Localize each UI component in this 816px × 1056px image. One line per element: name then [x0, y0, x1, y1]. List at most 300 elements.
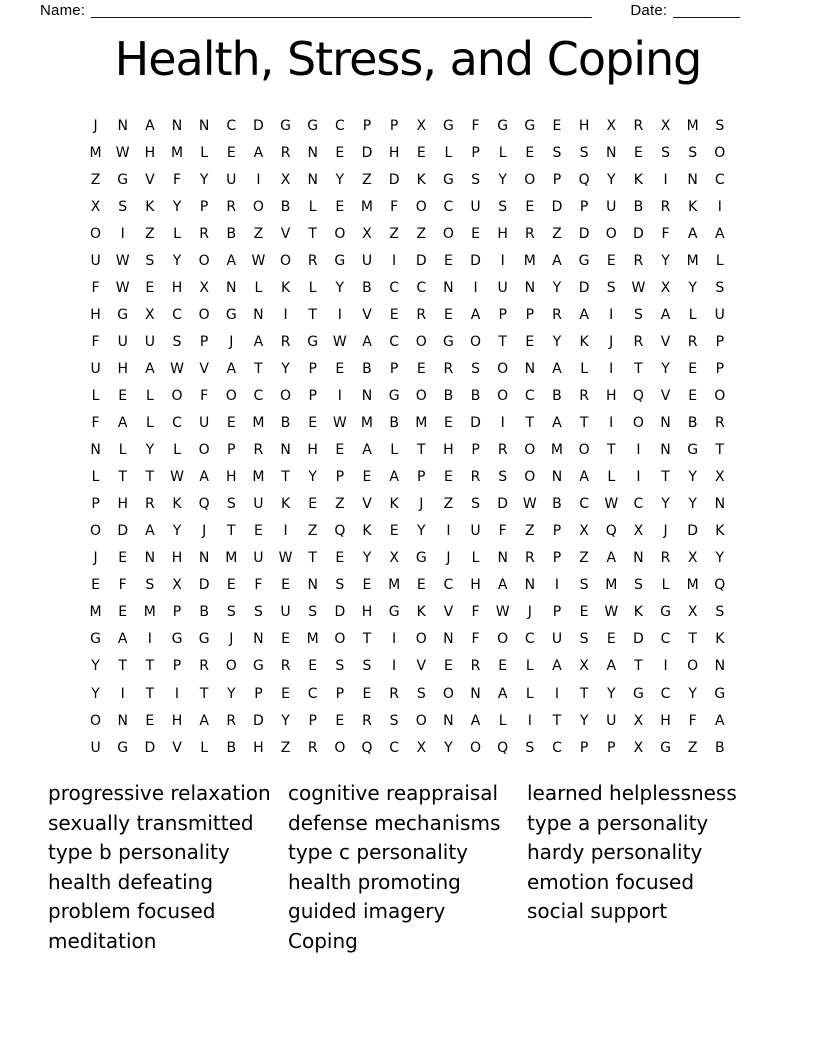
grid-cell: K	[389, 496, 399, 513]
grid-cell: P	[335, 469, 345, 486]
grid-cell: S	[661, 144, 670, 161]
grid-cell: R	[280, 333, 291, 350]
grid-cell: Y	[308, 469, 317, 486]
grid-cell: S	[308, 604, 318, 621]
grid-cell: C	[226, 117, 237, 134]
grid-cell: G	[117, 739, 129, 756]
grid-cell: S	[362, 658, 372, 675]
grid-cell: Z	[443, 496, 454, 513]
grid-cell: T	[199, 685, 209, 702]
grid-cell: S	[389, 712, 399, 729]
word-list-item: hardy personality	[527, 840, 703, 865]
grid-cell: P	[607, 739, 616, 756]
grid-cell: O	[334, 739, 346, 756]
grid-cell: P	[417, 469, 426, 486]
grid-cell: E	[606, 252, 616, 269]
grid-cell: C	[389, 333, 399, 350]
grid-cell: E	[226, 415, 236, 432]
grid-cell: T	[308, 225, 317, 242]
grid-cell: V	[280, 225, 291, 242]
grid-cell: I	[554, 685, 560, 702]
grid-cell: E	[633, 144, 643, 161]
grid-cell: V	[362, 306, 372, 323]
grid-cell: E	[118, 604, 128, 621]
grid-cell: N	[687, 171, 698, 188]
grid-cell: K	[715, 631, 725, 648]
grid-cell: U	[90, 739, 101, 756]
grid-cell: A	[117, 631, 128, 648]
grid-cell: N	[307, 171, 318, 188]
grid-cell: O	[198, 252, 210, 269]
grid-cell: W	[604, 604, 619, 621]
grid-cell: Y	[416, 523, 426, 540]
grid-cell: U	[253, 496, 264, 513]
grid-cell: E	[335, 360, 345, 377]
grid-cell: O	[415, 631, 427, 648]
grid-cell: I	[636, 469, 641, 486]
grid-cell: X	[579, 658, 589, 675]
grid-cell: O	[524, 469, 536, 486]
grid-cell: A	[226, 360, 237, 377]
grid-cell: Y	[91, 685, 100, 702]
grid-cell: I	[337, 387, 342, 404]
grid-cell: T	[118, 469, 127, 486]
grid-cell: O	[225, 658, 237, 675]
grid-cell: G	[687, 442, 699, 459]
grid-cell: J	[229, 631, 234, 648]
grid-cell: F	[172, 171, 182, 188]
grid-cell: U	[117, 333, 128, 350]
grid-cell: O	[442, 225, 454, 242]
grid-cell: E	[389, 306, 399, 323]
grid-cell: D	[253, 712, 264, 729]
grid-cell: E	[416, 577, 426, 594]
grid-cell: B	[362, 360, 372, 377]
grid-cell: Y	[281, 712, 290, 729]
grid-cell: S	[498, 198, 508, 215]
grid-cell: U	[280, 604, 291, 621]
grid-cell: L	[145, 415, 154, 432]
grid-cell: V	[199, 360, 209, 377]
grid-cell: N	[497, 550, 508, 567]
grid-cell: O	[497, 631, 509, 648]
grid-cell: S	[579, 144, 589, 161]
grid-cell: A	[660, 306, 671, 323]
grid-cell: X	[416, 117, 427, 134]
grid-cell: M	[686, 117, 699, 134]
grid-cell: O	[90, 523, 102, 540]
grid-cell: E	[308, 415, 318, 432]
grid-cell: S	[118, 198, 128, 215]
grid-cell: E	[606, 631, 616, 648]
grid-cell: C	[389, 279, 399, 296]
grid-cell: P	[552, 550, 562, 567]
grid-cell: U	[144, 333, 155, 350]
grid-cell: P	[552, 523, 562, 540]
grid-cell: Y	[606, 171, 616, 188]
grid-cell: L	[145, 387, 154, 404]
grid-cell: N	[551, 469, 563, 486]
grid-cell: L	[173, 442, 181, 459]
grid-cell: M	[306, 631, 319, 648]
grid-cell: A	[253, 333, 264, 350]
grid-cell: N	[524, 279, 536, 296]
grid-cell: R	[660, 550, 671, 567]
grid-cell: R	[226, 712, 237, 729]
grid-cell: E	[335, 198, 345, 215]
grid-cell: F	[471, 631, 480, 648]
grid-cell: Q	[605, 523, 617, 540]
grid-cell: W	[170, 469, 184, 486]
grid-cell: T	[416, 442, 426, 459]
grid-cell: V	[416, 658, 427, 675]
grid-cell: L	[444, 144, 453, 161]
grid-cell: G	[714, 685, 726, 702]
grid-cell: U	[253, 550, 264, 567]
grid-cell: O	[524, 171, 536, 188]
grid-cell: T	[498, 333, 507, 350]
grid-cell: R	[199, 658, 209, 675]
grid-cell: K	[416, 171, 426, 188]
grid-cell: I	[337, 306, 342, 323]
grid-cell: X	[633, 739, 644, 756]
grid-cell: B	[715, 739, 725, 756]
grid-cell: E	[281, 685, 290, 702]
grid-cell: Z	[145, 225, 155, 242]
grid-cell: U	[606, 198, 617, 215]
grid-cell: M	[170, 144, 184, 161]
grid-cell: O	[90, 712, 102, 729]
grid-cell: D	[253, 117, 264, 134]
grid-cell: E	[118, 387, 128, 404]
grid-cell: N	[524, 577, 536, 594]
grid-cell: E	[688, 360, 698, 377]
word-list-item: problem focused	[48, 899, 216, 924]
grid-cell: W	[170, 360, 184, 377]
grid-cell: Z	[335, 496, 345, 513]
grid-cell: P	[471, 442, 480, 459]
grid-cell: A	[253, 144, 264, 161]
grid-cell: A	[199, 469, 209, 486]
grid-cell: Q	[361, 739, 373, 756]
grid-cell: R	[524, 550, 535, 567]
grid-cell: U	[226, 171, 237, 188]
grid-cell: N	[307, 144, 318, 161]
grid-cell: M	[523, 252, 536, 269]
grid-cell: J	[609, 333, 614, 350]
grid-cell: S	[471, 360, 480, 377]
grid-cell: I	[500, 252, 505, 269]
grid-cell: O	[524, 442, 536, 459]
grid-cell: R	[226, 198, 237, 215]
grid-cell: T	[308, 550, 317, 567]
grid-cell: R	[416, 306, 427, 323]
grid-cell: B	[362, 279, 372, 296]
grid-cell: J	[419, 496, 424, 513]
grid-cell: Y	[715, 550, 725, 567]
grid-cell: N	[606, 144, 617, 161]
grid-cell: A	[362, 333, 372, 350]
grid-cell: E	[525, 333, 535, 350]
word-list-item: type c personality	[288, 840, 468, 865]
grid-cell: K	[362, 523, 372, 540]
grid-cell: Z	[525, 523, 535, 540]
grid-cell: N	[660, 415, 671, 432]
grid-cell: R	[144, 496, 155, 513]
grid-cell: S	[606, 279, 616, 296]
date-group	[630, 0, 740, 21]
grid-cell: X	[633, 712, 644, 729]
grid-cell: Y	[172, 252, 182, 269]
word-list-item: health defeating	[48, 869, 214, 894]
grid-cell: W	[332, 333, 347, 350]
grid-cell: D	[632, 225, 644, 242]
grid-cell: N	[714, 658, 726, 675]
grid-cell: P	[552, 604, 562, 621]
grid-cell: L	[661, 577, 670, 594]
grid-cell: I	[609, 360, 614, 377]
grid-cell: B	[552, 496, 562, 513]
grid-cell: Z	[307, 523, 318, 540]
grid-cell: L	[91, 469, 100, 486]
grid-cell: X	[579, 523, 589, 540]
grid-cell: R	[497, 442, 508, 459]
grid-cell: S	[688, 144, 698, 161]
grid-cell: N	[90, 442, 101, 459]
grid-cell: W	[332, 415, 347, 432]
grid-cell: L	[200, 144, 209, 161]
grid-cell: O	[198, 306, 210, 323]
grid-cell: M	[686, 577, 699, 594]
grid-cell: K	[172, 496, 182, 513]
grid-cell: C	[524, 387, 535, 404]
grid-cell: Y	[91, 658, 100, 675]
grid-cell: S	[715, 117, 725, 134]
grid-cell: M	[360, 198, 374, 215]
grid-cell: P	[498, 306, 507, 323]
grid-cell: E	[552, 117, 562, 134]
grid-cell: J	[202, 523, 207, 540]
grid-cell: H	[578, 117, 590, 134]
grid-cell: X	[362, 225, 372, 242]
grid-cell: F	[91, 279, 100, 296]
grid-cell: P	[389, 360, 399, 377]
grid-cell: I	[147, 631, 152, 648]
grid-cell: V	[172, 739, 182, 756]
grid-cell: G	[307, 333, 319, 350]
grid-cell: A	[145, 523, 155, 540]
grid-cell: O	[605, 225, 617, 242]
grid-cell: H	[253, 739, 264, 756]
word-list-item: type a personality	[527, 810, 709, 835]
word-list-column	[48, 779, 288, 957]
grid-cell: W	[604, 496, 619, 513]
grid-cell: I	[283, 523, 288, 540]
grid-cell: D	[632, 631, 644, 648]
grid-cell: I	[554, 577, 560, 594]
grid-cell: G	[660, 604, 671, 621]
grid-cell: D	[551, 198, 563, 215]
grid-cell: C	[172, 306, 182, 323]
grid-cell: S	[633, 306, 643, 323]
grid-cell: R	[660, 198, 671, 215]
grid-cell: G	[442, 333, 454, 350]
grid-cell: M	[686, 252, 699, 269]
grid-cell: B	[687, 415, 698, 432]
grid-cell: O	[280, 387, 292, 404]
grid-cell: H	[90, 306, 101, 323]
grid-cell: P	[715, 360, 725, 377]
grid-cell: A	[552, 252, 562, 269]
grid-cell: C	[714, 171, 725, 188]
grid-cell: Z	[389, 225, 399, 242]
grid-cell: K	[416, 604, 426, 621]
grid-cell: H	[226, 469, 237, 486]
grid-cell: A	[606, 658, 617, 675]
grid-cell: A	[552, 658, 562, 675]
grid-cell: E	[471, 225, 480, 242]
grid-cell: D	[578, 279, 590, 296]
grid-cell: S	[226, 496, 236, 513]
grid-cell: E	[525, 144, 535, 161]
word-list-item: sexually transmitted	[48, 810, 254, 835]
grid-cell: F	[471, 117, 480, 134]
grid-cell: G	[198, 631, 210, 648]
grid-cell: G	[442, 117, 454, 134]
grid-cell: L	[91, 387, 100, 404]
grid-cell: J	[663, 523, 668, 540]
grid-cell: N	[117, 117, 128, 134]
grid-cell: S	[335, 658, 345, 675]
word-list-item: type b personality	[48, 840, 230, 865]
word-list-item: guided imagery	[288, 899, 446, 924]
grid-cell: T	[634, 360, 643, 377]
grid-cell: L	[308, 279, 317, 296]
grid-cell: A	[497, 577, 508, 594]
grid-cell: P	[308, 387, 317, 404]
grid-cell: R	[362, 712, 372, 729]
grid-cell: Z	[552, 225, 562, 242]
grid-cell: E	[688, 387, 698, 404]
grid-cell: I	[636, 442, 641, 459]
grid-cell: R	[307, 739, 318, 756]
grid-cell: Y	[226, 685, 236, 702]
grid-cell: L	[200, 739, 209, 756]
name-label: Name:	[40, 2, 86, 19]
grid-cell: S	[145, 252, 155, 269]
grid-cell: T	[715, 442, 725, 459]
grid-cell: T	[145, 469, 155, 486]
grid-cell: Y	[688, 279, 697, 296]
grid-cell: O	[334, 225, 346, 242]
grid-cell: I	[446, 523, 451, 540]
grid-cell: A	[606, 550, 617, 567]
grid-cell: R	[470, 658, 481, 675]
grid-cell: N	[443, 712, 454, 729]
grid-cell: N	[198, 117, 210, 134]
grid-cell: S	[633, 577, 643, 594]
grid-cell: V	[362, 496, 372, 513]
grid-cell: D	[144, 739, 156, 756]
grid-cell: Y	[335, 279, 345, 296]
grid-cell: O	[470, 333, 482, 350]
grid-cell: Q	[497, 739, 509, 756]
grid-cell: R	[633, 252, 644, 269]
grid-cell: Y	[145, 442, 155, 459]
grid-cell: R	[280, 144, 291, 161]
grid-cell: K	[579, 333, 589, 350]
grid-cell: E	[226, 577, 236, 594]
grid-cell: Z	[280, 739, 291, 756]
grid-cell: K	[688, 198, 698, 215]
grid-cell: P	[227, 442, 236, 459]
grid-cell: Y	[579, 712, 589, 729]
grid-cell: L	[498, 712, 507, 729]
grid-cell: I	[527, 712, 532, 729]
grid-cell: G	[252, 658, 264, 675]
grid-cell: O	[442, 685, 454, 702]
grid-cell: N	[117, 712, 128, 729]
grid-cell: A	[199, 712, 209, 729]
grid-cell: X	[199, 279, 209, 296]
grid-cell: M	[388, 577, 401, 594]
date-blank-line: ________	[673, 2, 740, 19]
grid-cell: I	[609, 415, 614, 432]
grid-cell: S	[253, 604, 263, 621]
grid-cell: Q	[714, 577, 726, 594]
grid-cell: N	[307, 577, 318, 594]
grid-cell: N	[524, 360, 536, 377]
grid-cell: U	[361, 252, 373, 269]
grid-cell: A	[470, 306, 481, 323]
grid-cell: G	[117, 171, 129, 188]
grid-cell: G	[334, 252, 346, 269]
grid-cell: H	[171, 712, 183, 729]
word-list	[48, 779, 737, 957]
date-label: Date:	[630, 2, 668, 19]
grid-cell: I	[609, 306, 614, 323]
grid-cell: D	[334, 604, 346, 621]
grid-cell: M	[252, 469, 265, 486]
word-list-item: social support	[527, 899, 668, 924]
grid-cell: R	[389, 685, 399, 702]
grid-cell: I	[256, 171, 261, 188]
grid-cell: S	[715, 279, 725, 296]
grid-cell: H	[307, 442, 318, 459]
grid-cell: S	[579, 631, 589, 648]
grid-cell: E	[335, 442, 345, 459]
grid-cell: Y	[552, 333, 562, 350]
grid-cell: A	[226, 252, 237, 269]
grid-cell: G	[225, 306, 237, 323]
grid-cell: F	[498, 523, 507, 540]
grid-cell: O	[252, 198, 264, 215]
grid-cell: O	[415, 198, 427, 215]
grid-cell: W	[115, 252, 130, 269]
grid-cell: O	[632, 415, 644, 432]
grid-cell: E	[362, 685, 372, 702]
grid-cell: M	[360, 415, 374, 432]
grid-cell: X	[660, 117, 671, 134]
grid-cell: E	[498, 658, 508, 675]
grid-cell: C	[334, 117, 345, 134]
grid-cell: J	[446, 550, 451, 567]
grid-cell: A	[715, 712, 725, 729]
grid-cell: M	[89, 604, 102, 621]
grid-cell: G	[415, 550, 427, 567]
grid-cell: I	[120, 225, 125, 242]
grid-cell: W	[115, 279, 130, 296]
